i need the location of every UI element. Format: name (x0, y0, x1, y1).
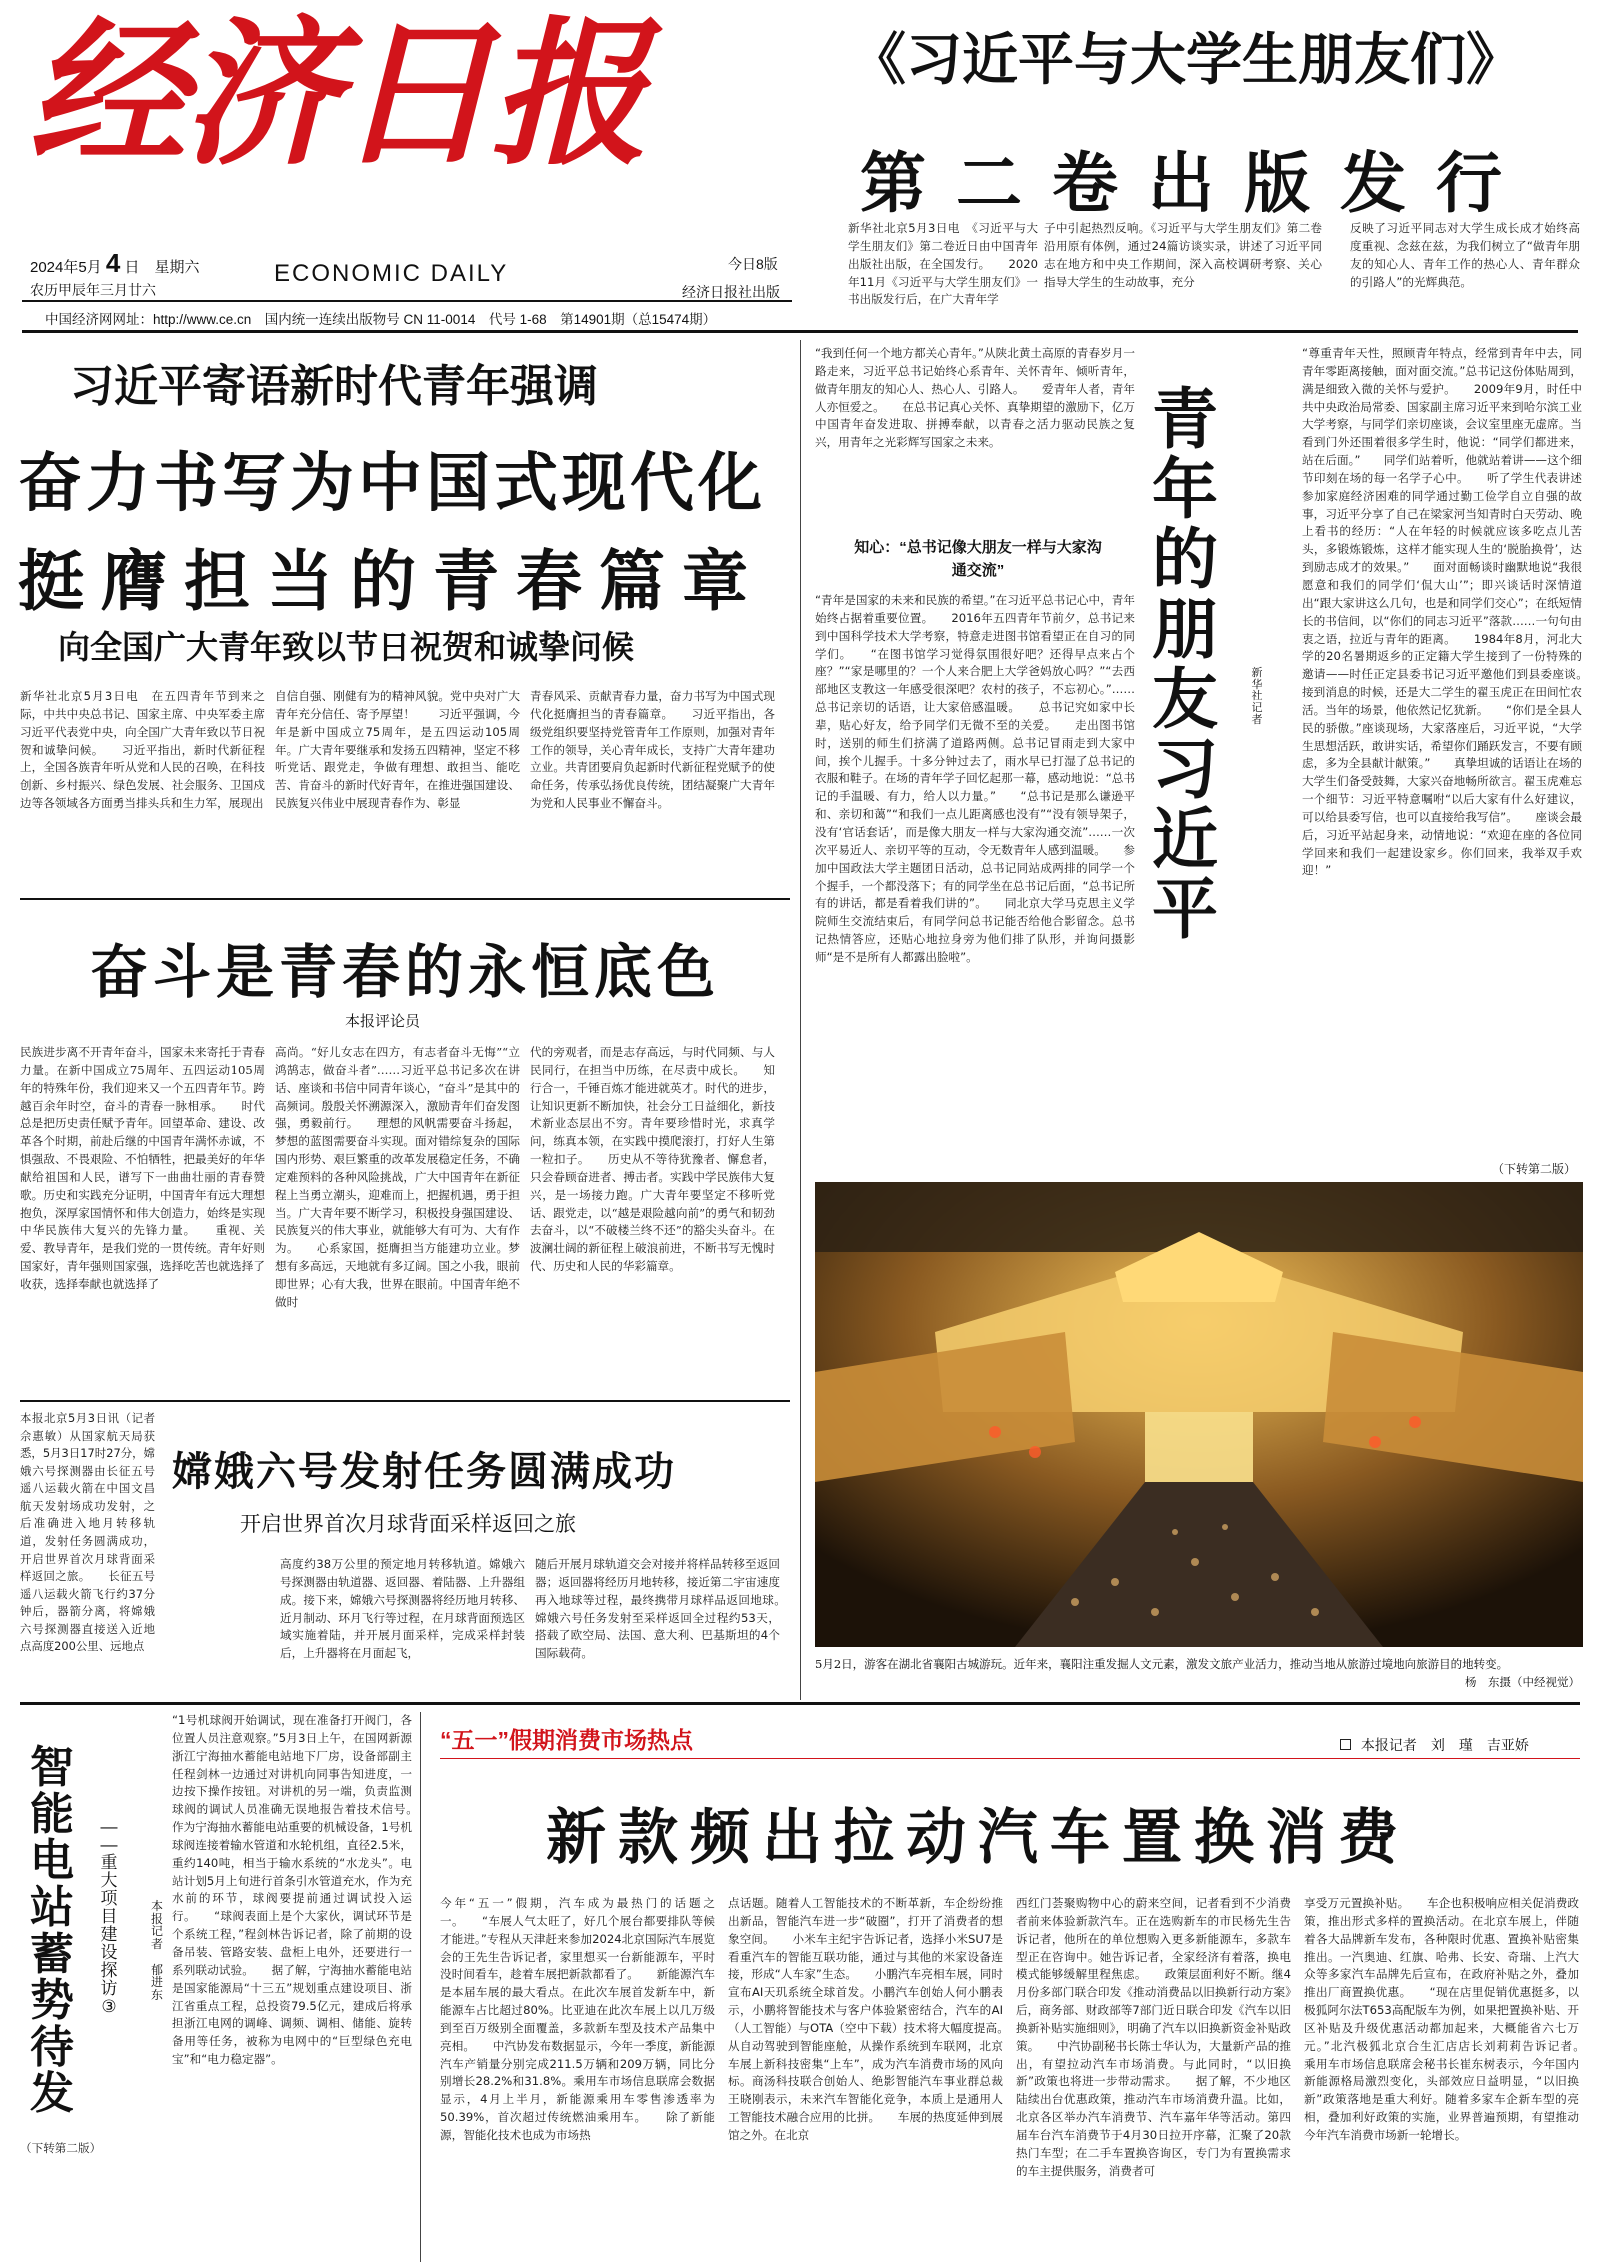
lunar-date: 农历甲辰年三月廿六 (30, 282, 156, 298)
photo-illustration (815, 1182, 1583, 1647)
masthead-date (30, 248, 200, 279)
energy-vertical-sub-char: ③ (101, 1997, 117, 2017)
youth-headline-line1: 奋力书写为中国式现代化 (18, 447, 766, 519)
editorial-text-col3: 代的旁观者，而是志存高远，与时代同频、与人民同行，在担当中历练，在尽责中成长。 知行合一，千锤百炼才能进就英才。时代的进步，让知识更新不断加快，社会分工日益细化，新技术新业态层出不穷。青年要珍惜时光，求真学问，练真本领，在实践中摸爬滚打，打好人生第一粒扣子。 历史从不等待犹豫者、懈怠者，只会眷顾奋进者、搏击者。实践中学民族伟大复兴，是一场接力跑。广大青年要坚定不移听党话、跟党走，以“越是艰险越向前”的勇气和韧劲去奋斗，以“不破楼兰终不还”的豁尖头奋斗。在波澜壮阔的新征程上破浪前进，不断书写无愧时代、历史和人民的华彩篇章。 (530, 1045, 775, 1274)
energy-vertical-sub-char: — (100, 1835, 118, 1855)
feature-vertical-title (1140, 382, 1230, 946)
feature-agency-char: 社 (1251, 690, 1263, 703)
energy-vertical-sub-char: — (100, 1817, 118, 1836)
masthead-rule-bottom (22, 330, 1578, 333)
english-name: ECONOMIC DAILY (274, 260, 509, 287)
news-photo (815, 1182, 1583, 1647)
auto-byline (1340, 1735, 1529, 1755)
energy-vertical-title-char: 智 (30, 1743, 74, 1792)
energy-vertical-sub-char: 大 (100, 1871, 118, 1891)
feature-vertical-title-char: 青 (1152, 382, 1218, 456)
divider-center (800, 340, 801, 1700)
auto-text-col3: 西红门荟聚购物中心的蔚来空间，记者看到不少消费者前来体验新款汽车。正在选购新车的市民杨先生告诉记者，他所在的单位想购入更多新能源车，多款车型正在咨询中。她告诉记者，全家经济有着落，换电模式能够缓解里程焦虑。 政策层面利好不断。继4月份多部门联合印发《推动消费品以旧换新行动方案》后，商务部、财政部等7部门近日联合印发《汽车以旧换新补贴实施细则》，明确了汽车以旧换新资金补贴政策。 中汽协副秘书长陈士华认为，大量新产品的推出，有望拉动汽车市场消费。与此同时，“以旧换新”政策也将进一步带动需求。 据了解，不少地区陆续出台优惠政策，推动汽车市场消费升温。比如，北京各区举办汽车消费节、汽车嘉年华等活动。第四届车台汽车消费节于4月30日拉开序幕，汇聚了20款热门车型；在二手车置换咨询区，专门为有置换需求的车主提供服务，消费者可 (1016, 1896, 1291, 2178)
editorial-text-col2: 高尚。“好儿女志在四方，有志者奋斗无悔”“立鸿鹄志，做奋斗者”……习近平总书记多次在讲话、座谈和书信中同青年谈心，“奋斗”是其中的高频词。殷殷关怀溯源深入，激励青年们奋发图强，勇毅前行。 理想的风帆需要奋斗扬起，梦想的蓝图需要奋斗实现。面对错综复杂的国际国内形势、艰巨繁重的改革发展稳定任务，不确定难预料的各种风险挑战，广大中国青年在新征程上当勇立潮头，迎难而上，把握机遇，勇于担当。广大青年要不断学习，积极投身强国建设、民族复兴的伟大事业，就能够大有可为、大有作为。 心系家国，挺膺担当方能建功立业。梦想有多高远，天地就有多辽阔。国之小我，眼前即世界；心有大我，世界在眼前。中国青年绝不做时 (275, 1045, 520, 1309)
divider-editorial-change6 (20, 1400, 790, 1402)
energy-vertical-sub-char: 重 (100, 1853, 118, 1873)
editorial-headline: 奋斗是青春的永恒底色 (90, 940, 721, 1005)
youth-text-col1: 新华社北京5月3日电 在五四青年节到来之际，中共中央总书记、国家主席、中央军委主席习近平代表党中央，向全国广大青年致以节日祝贺和诚挚问候。 习近平指出，新时代新征程上，全国各族青年听从党和人民的召唤，在科技创新、乡村振兴、绿色发展、社会服务、卫国戍边等各领域各方面勇当排头兵和生力军，展现出 (20, 689, 265, 811)
energy-reporter-char: 报 (150, 1911, 163, 1926)
publisher: 经济日报社出版 (682, 284, 780, 300)
energy-vertical-title-char: 蓄 (30, 1929, 74, 1979)
divider-bottom-section (20, 1702, 1580, 1705)
divider-energy-auto (420, 1712, 421, 2262)
auto-text-col2: 点话题。随着人工智能技术的不断革新，车企纷纷推出新品，智能汽车进一步“破圈”，打开了消费者的想象空间。 小米车主纪宇告诉记者，选择小米SU7是看重汽车的智能互联功能，通过与其他的米家设备连接，形成“人车家”生态。 小鹏汽车亮相车展，同时宣布AI天玑系统全球首发。小鹏汽车创始人何小鹏表示，小鹏将智能技术与客户体验紧密结合，汽车的AI（人工智能）与OTA（空中下载）技术将大幅度提高。 从自动驾驶到智能座舱，从操作系统到车联网，北京车展上新科技密集“上车”，成为汽车消费市场的风向标。商汤科技联合创始人、绝影智能汽车事业群总裁王晓刚表示，未来汽车智能化竞争，本质上是通用人工智能技术融合应用的比拼。 车展的热度延伸到展馆之外。在北京 (728, 1896, 1003, 2142)
feature-agency-char: 记 (1251, 701, 1263, 714)
feature-continued: （下转第二版） (1492, 1162, 1577, 1176)
feature-vertical-title-char: 近 (1152, 801, 1218, 876)
date-day: 4 (105, 248, 121, 278)
youth-kicker: 习近平寄语新时代青年强调 (70, 362, 598, 411)
energy-vertical-sub-char: 设 (100, 1943, 118, 1963)
feature-vertical-title-char: 朋 (1152, 591, 1218, 666)
auto-tag: “五一”假期消费市场热点 (440, 1727, 693, 1753)
energy-vertical-title (22, 1745, 82, 2118)
feature-vertical-title-char: 友 (1152, 661, 1218, 736)
change6-side-lead: 本报北京5月3日讯（记者佘惠敏）从国家航天局获悉，5月3日17时27分，嫦娥六号探测器由长征五号遥八运载火箭在中国文昌航天发射场成功发射，之后准确进入地月转移轨道，发射任务圆满成功，开启世界首次月球背面采样返回之旅。 长征五号遥八运载火箭飞行约37分钟后，器箭分离，将嫦娥六号探测器直接送入近地点高度200公里、远地点 (20, 1411, 155, 1654)
youth-headline-line2: 挺膺担当的青春篇章 (18, 544, 765, 618)
change6-headline: 嫦娥六号发射任务圆满成功 (172, 1450, 676, 1494)
energy-vertical-sub-char: 探 (100, 1961, 118, 1981)
feature-agency-char: 新 (1251, 667, 1263, 679)
auto-text-col4: 享受万元置换补贴。 车企也积极响应相关促消费政策，推出形式多样的置换活动。在北京车展上，伴随着各大品牌新车发布，各种限时优惠、置换补贴密集推出。一汽奥迪、红旗、哈弗、长安、奇瑞、上汽大众等多家汽车品牌先后宣布，在政府补贴之外，叠加推出厂商置换优惠。 “现在店里促销优惠挺多，以极狐阿尔法T653高配版车为例，如果把置换补贴、开区补贴及升级优惠活动都加起来，大概能省六七万元。”北汽极狐北京合生汇店店长刘莉莉告诉记者。 乘用车市场信息联席会秘书长崔东树表示，今年国内新能源格局激烈变化，头部效应日益明显，“以旧换新”政策落地是重大利好。随着多家车企新车型的亮相，叠加利好政策的实施，业界普遍预期，有望推动今年汽车消费市场新一轮增长。 (1304, 1896, 1579, 2142)
change6-text-col3: 随后开展月球轨道交会对接并将样品转移至返回器；返回器将经历月地转移，接近第二宇宙速度再入地球等过程，最终携带月球样品返回地球。 嫦娥六号任务发射至采样返回全过程约53天，搭载了欧空局、法国、意大利、巴基斯坦的4个国际载荷。 (535, 1557, 780, 1661)
newspaper-logo: 经济日报 (28, 2, 644, 187)
energy-vertical-title-char: 电 (30, 1836, 74, 1886)
divider-youth-editorial (20, 898, 790, 900)
energy-vertical-sub (98, 1818, 120, 2016)
square-icon (1340, 1739, 1351, 1750)
photo-caption-text: 5月2日，游客在湖北省襄阳古城游玩。近年来，襄阳注重发掘人文元素，激发文旅产业活力，推动当地从旅游过境地向旅游目的地转变。 (815, 1657, 1509, 1671)
auto-byline-text: 本报记者 刘 瑾 吉亚娇 (1360, 1737, 1529, 1753)
energy-reporter-char: 本 (150, 1899, 163, 1913)
change6-subhead: 开启世界首次月球背面采样返回之旅 (240, 1512, 576, 1536)
book-text-col3: 反映了习近平同志对大学生成长成才始终高度重视、念兹在兹，为我们树立了“做青年朋友的知心人、青年工作的热心人、青年群众的引路人”的光辉典范。 (1350, 221, 1580, 289)
photo-credit: 杨 东摄（中经视觉） (1465, 1675, 1580, 1690)
photo-caption (815, 1655, 1580, 1692)
auto-tag-rule (440, 1758, 1580, 1759)
feature-text-col1b: “青年是国家的未来和民族的希望。”在习近平总书记心中，青年始终占据着重要位置。 2016年五四青年节前夕，总书记来到中国科学技术大学考察，特意走进图书馆看望正在自习的同学们。 “在图书馆学习觉得氛围很好吧？还得早点来占个座？”“家是哪里的？一个人来合肥上大学爸妈放心吗？”“去西部地区支教这一年感受很深吧？农村的孩子，不忘初心。”……总书记亲切的话语，让大家倍感温暖。 总书记究如家中长辈，贴心好友，给予同学们无微不至的关爱。 走出图书馆时，送别的师生们挤满了道路两侧。总书记冒雨走到大家中间，挨个儿握手。十多分钟过去了，雨水早已打湿了总书记的衣服和鞋子。在场的青年学子回忆起那一幕，感动地说：“总书记的手温暖、有力，给人以力量。” “总书记是那么谦逊平和、亲切和蔼”“和我们一点儿距离感也没有”“没有领导架子，没有‘官话套话’，而是像大朋友一样与大家沟通交流”……一次次平易近人、亲切平等的互动，令无数青年人感到温暖。 参加中国政法大学主题团日活动，总书记同站成两排的同学一个个握手，一个都没落下；有的同学坐在总书记后面，“总书记所有的讲话，都是看着我们讲的”。 同北京大学马克思主义学院师生交流结束后，有同学问总书记能否给他合影留念。总书记热情答应，还贴心地拉身旁为他们排了队形，并询问摄影师“是不是所有人都露出脸啦”。 (815, 593, 1135, 964)
energy-vertical-sub-char: 项 (100, 1889, 118, 1909)
energy-reporter (148, 1900, 166, 2002)
editorial-text-col1: 民族进步离不开青年奋斗，国家未来寄托于青春力量。在新中国成立75周年、五四运动105周年的特殊年份，我们迎来又一个五四青年节。跨越百余年时空，奋斗的青春一脉相承。 时代总是把历史责任赋予青年。回望革命、建设、改革各个时期，前赴后继的中国青年满怀赤诚，不惧强敌、不畏艰险、不怕牺牲，把最美好的年华献给祖国和人民，谱写下一曲曲壮丽的青春赞歌。历史和实践充分证明，中国青年有远大理想抱负，深厚家国情怀和伟大创造力，始终是实现中华民族伟大复兴的先锋力量。 重视、关爱、教导青年，是我们党的一贯传统。青年好则国家好，青年强则国家强，选择吃苦也就选择了收获，选择奉献也就选择了 (20, 1045, 265, 1291)
energy-vertical-sub-char: 建 (100, 1925, 118, 1945)
date-weekday: 日 星期六 (124, 259, 200, 276)
energy-reporter-char: 东 (150, 1988, 163, 2003)
feature-agency-char: 者 (1251, 713, 1263, 726)
energy-vertical-title-char: 站 (30, 1882, 74, 1932)
youth-text-col2: 自信自强、刚健有为的精神风貌。党中央对广大青年充分信任、寄予厚望！ 习近平强调，今年是新中国成立75周年，是五四运动105周年。广大青年要继承和发扬五四精神，坚定不移听党话、跟党走，争做有理想、敢担当、能吃苦、肯奋斗的新时代好青年，在推进强国建设、民族复兴伟业中展现青春作为、彰显 (275, 689, 520, 811)
feature-text-col1: “我到任何一个地方都关心青年。”从陕北黄土高原的青春岁月一路走来，习近平总书记始终心系青年、关怀青年、倾听青年，做青年朋友的知心人、热心人、引路人。 爱青年人者，青年人亦恒爱之。 在总书记真心关怀、真挚期望的激励下，亿万中国青年奋发进取、拼搏奉献，以青春之活力驱动民族之复兴，用青年之光彩辉写国家之未来。 (815, 346, 1135, 450)
editorial-byline: 本报评论员 (345, 1013, 421, 1030)
masthead-rule-top (22, 300, 792, 302)
feature-vertical-title-char: 平 (1152, 871, 1218, 946)
youth-subhead: 向全国广大青年致以节日祝贺和诚挚问候 (58, 628, 635, 666)
feature-vertical-title-char: 习 (1152, 731, 1218, 806)
book-title-line2: 第二卷出版发行 (860, 146, 1532, 220)
book-text-col1: 新华社北京5月3日电 《习近平与大学生朋友们》第二卷近日由中国青年出版社出版，在全国发行。 2020年11月《习近平与大学生朋友们》一书出版发行后，在广大青年学 (848, 221, 1038, 307)
energy-reporter-char: 进 (150, 1975, 163, 1990)
energy-vertical-sub-char: 目 (100, 1907, 118, 1927)
energy-vertical-title-char: 能 (30, 1789, 74, 1839)
date-year-month: 2024年5月 (30, 259, 102, 276)
feature-agency (1248, 668, 1266, 726)
energy-reporter-char: 郁 (150, 1962, 163, 1977)
masthead (22, 2, 807, 310)
energy-vertical-title-char: 发 (30, 2069, 74, 2119)
feature-subhead: 知心：“总书记像大朋友一样与大家沟通交流” (854, 539, 1102, 580)
auto-text-col1: 今年“五一”假期，汽车成为最热门的话题之一。 “车展人气太旺了，好几个展台都要排队等候才能进。”专程从天津赶来参加2024北京国际汽车展览会的王先生告诉记者，家里想买一台新能源车，平时没时间看车，趁着车展把新款都看了。 新能源汽车是本届车展的最大看点。在此次车展首发新车中，新能源车占比超过80%。比亚迪在此次车展上以几万级到至百万级别全面覆盖，多款新车型及技术产品集中亮相。 中汽协发布数据显示，今年一季度，新能源汽车产销量分别完成211.5万辆和209万辆，同比分别增长28.2%和31.8%。乘用车市场信息联席会数据显示，4月上半月，新能源乘用车零售渗透率为50.39%，首次超过传统燃油乘用车。 除了新能源，智能化技术也成为市场热 (440, 1896, 715, 2142)
pages-count: 今日8版 (728, 256, 778, 272)
youth-text-col3: 青春风采、贡献青春力量，奋力书写为中国式现代化挺膺担当的青春篇章。 习近平指出，各级党组织要坚持党管青年工作原则，加强对青年工作的领导，关心青年成长，支持广大青年建功立业。共青团要肩负起新时代新征程党赋予的使命任务，传承弘扬优良传统，团结凝聚广大青年为党和人民事业不懈奋斗。 (530, 689, 775, 811)
change6-text-col2: 高度约38万公里的预定地月转移轨道。嫦娥六号探测器由轨道器、返回器、着陆器、上升器组成。接下来，嫦娥六号探测器将经历地月转移、近月制动、环月飞行等过程，在月球背面预选区域实施着陆，并开展月面采样，完成采样封装后，上升器将在月面起飞， (280, 1557, 525, 1661)
energy-text-col-bottom: （下转第二版） (20, 2141, 102, 2155)
energy-reporter-char (151, 1951, 163, 1964)
energy-vertical-title-char: 势 (30, 1976, 74, 2026)
book-text-col2: 子中引起热烈反响。《习近平与大学生朋友们》第二卷沿用原有体例，通过24篇访谈实录，讲述了习近平同志在地方和中央工作期间，深入高校调研考察、关心指导大学生的生动故事，充分 (1044, 221, 1322, 289)
energy-reporter-char: 记 (150, 1924, 163, 1939)
book-title-line1: 《习近平与大学生朋友们》 (850, 28, 1522, 91)
feature-vertical-title-char: 的 (1152, 521, 1218, 596)
energy-vertical-title-char: 待 (30, 2022, 74, 2072)
energy-vertical-sub-char: 访 (100, 1979, 118, 1999)
feature-vertical-title-char: 年 (1152, 451, 1218, 526)
feature-agency-char: 华 (1251, 678, 1263, 691)
feature-text-col2: “尊重青年天性，照顾青年特点，经常到青年中去，同青年零距离接触，面对面交流。”总书记这份体贴周到，满是细致入微的关怀与爱护。 2009年9月，时任中共中央政治局常委、国家副主席习近平来到哈尔滨工业大学考察，与同学们亲切座谈，会议室里座无虚席。当看到门外还围着很多学生时，他说：“同学们都进来，站在后面。” 同学们站着听，他就站着讲——这个细节印刻在场的每一名学子心中。 听了学生代表讲述参加家庭经济困难的同学通过勤工俭学自立自强的故事，习近平分享了自己在梁家河当知青时白天劳动、晚上看书的经历：“人在年轻的时候就应该多吃点儿苦头，多锻炼锻炼，这样才能实现人生的‘脱胎换骨’，达到励志成才的效果。” 面对面畅谈时幽默地说“我很愿意和我们的同学们‘侃大山’”；即兴谈话时深情道出“跟大家讲这么几句，也是和同学们交心”；在纸短情长的书信间，以“你们的同志习近平”落款……一句句由衷之语，拉近与青年的距离。 1984年8月，河北大学的20名暑期返乡的正定籍大学生接到了一份特殊的邀请——时任正定县委书记习近平邀他们到县委座谈。 接到消息的时候，还是大二学生的翟玉虎正在田间忙农活。当年的场景，他依然记忆犹新。 “你们是全县人民的骄傲。”座谈现场，大家落座后，习近平说，“大学生思想活跃，敢讲实话，希望你们踊跃发言，不要有顾虑，多为全县献计献策。” 真挚坦诚的话语让在场的大学生们备受鼓舞，大家兴奋地畅所欲言。翟玉虎难忘一个细节：习近平特意嘱咐“以后大家有什么好建议，可以给县委写信，也可以直接给我写信”。 座谈会最后，习近平站起身来，动情地说：“欢迎在座的各位同学回来和我们一起建设家乡。你们回来，我举双手欢迎！” (1302, 346, 1582, 878)
info-line: 中国经济网网址：http://www.ce.cn 国内统一连续出版物号 CN 11-0014 代号 1-68 第14901期（总15474期） (45, 312, 717, 327)
energy-text-col: “1号机球阀开始调试，现在准备打开阀门，各位置人员注意观察。”5月3日上午，在国网新源浙江宁海抽水蓄能电站地下厂房，设备部副主任程剑林一边通过对讲机向同事告知进度，一边按下操作按钮。对讲机的另一端，负责监测球阀的调试人员准确无误地报告着技术信号。 作为宁海抽水蓄能电站重要的机械设备，1号机球阀连接着输水管道和水轮机组，直径2.5米，重约140吨，相当于输水系统的“水龙头”。电站计划5月上旬进行首条引水管道充水，作为充水前的环节，球阀要提前通过调试投入运行。 “球阀表面上是个大家伙，调试环节是个系统工程，”程剑林告诉记者，除了前期的设备吊装、管路安装、盘柜上电外，还要进行一系列联动试验。 据了解，宁海抽水蓄能电站是国家能源局“十三五”规划重点建设项目、浙江省重点工程，总投资79.5亿元，建成后将承担浙江电网的调峰、调频、调相、储能、旋转备用等任务，被称为电网中的“巨型绿色充电宝”和“电力稳定器”。 (172, 1713, 412, 2067)
energy-reporter-char: 者 (150, 1937, 163, 1952)
auto-headline: 新款频出拉动汽车置换消费 (546, 1804, 1410, 1871)
